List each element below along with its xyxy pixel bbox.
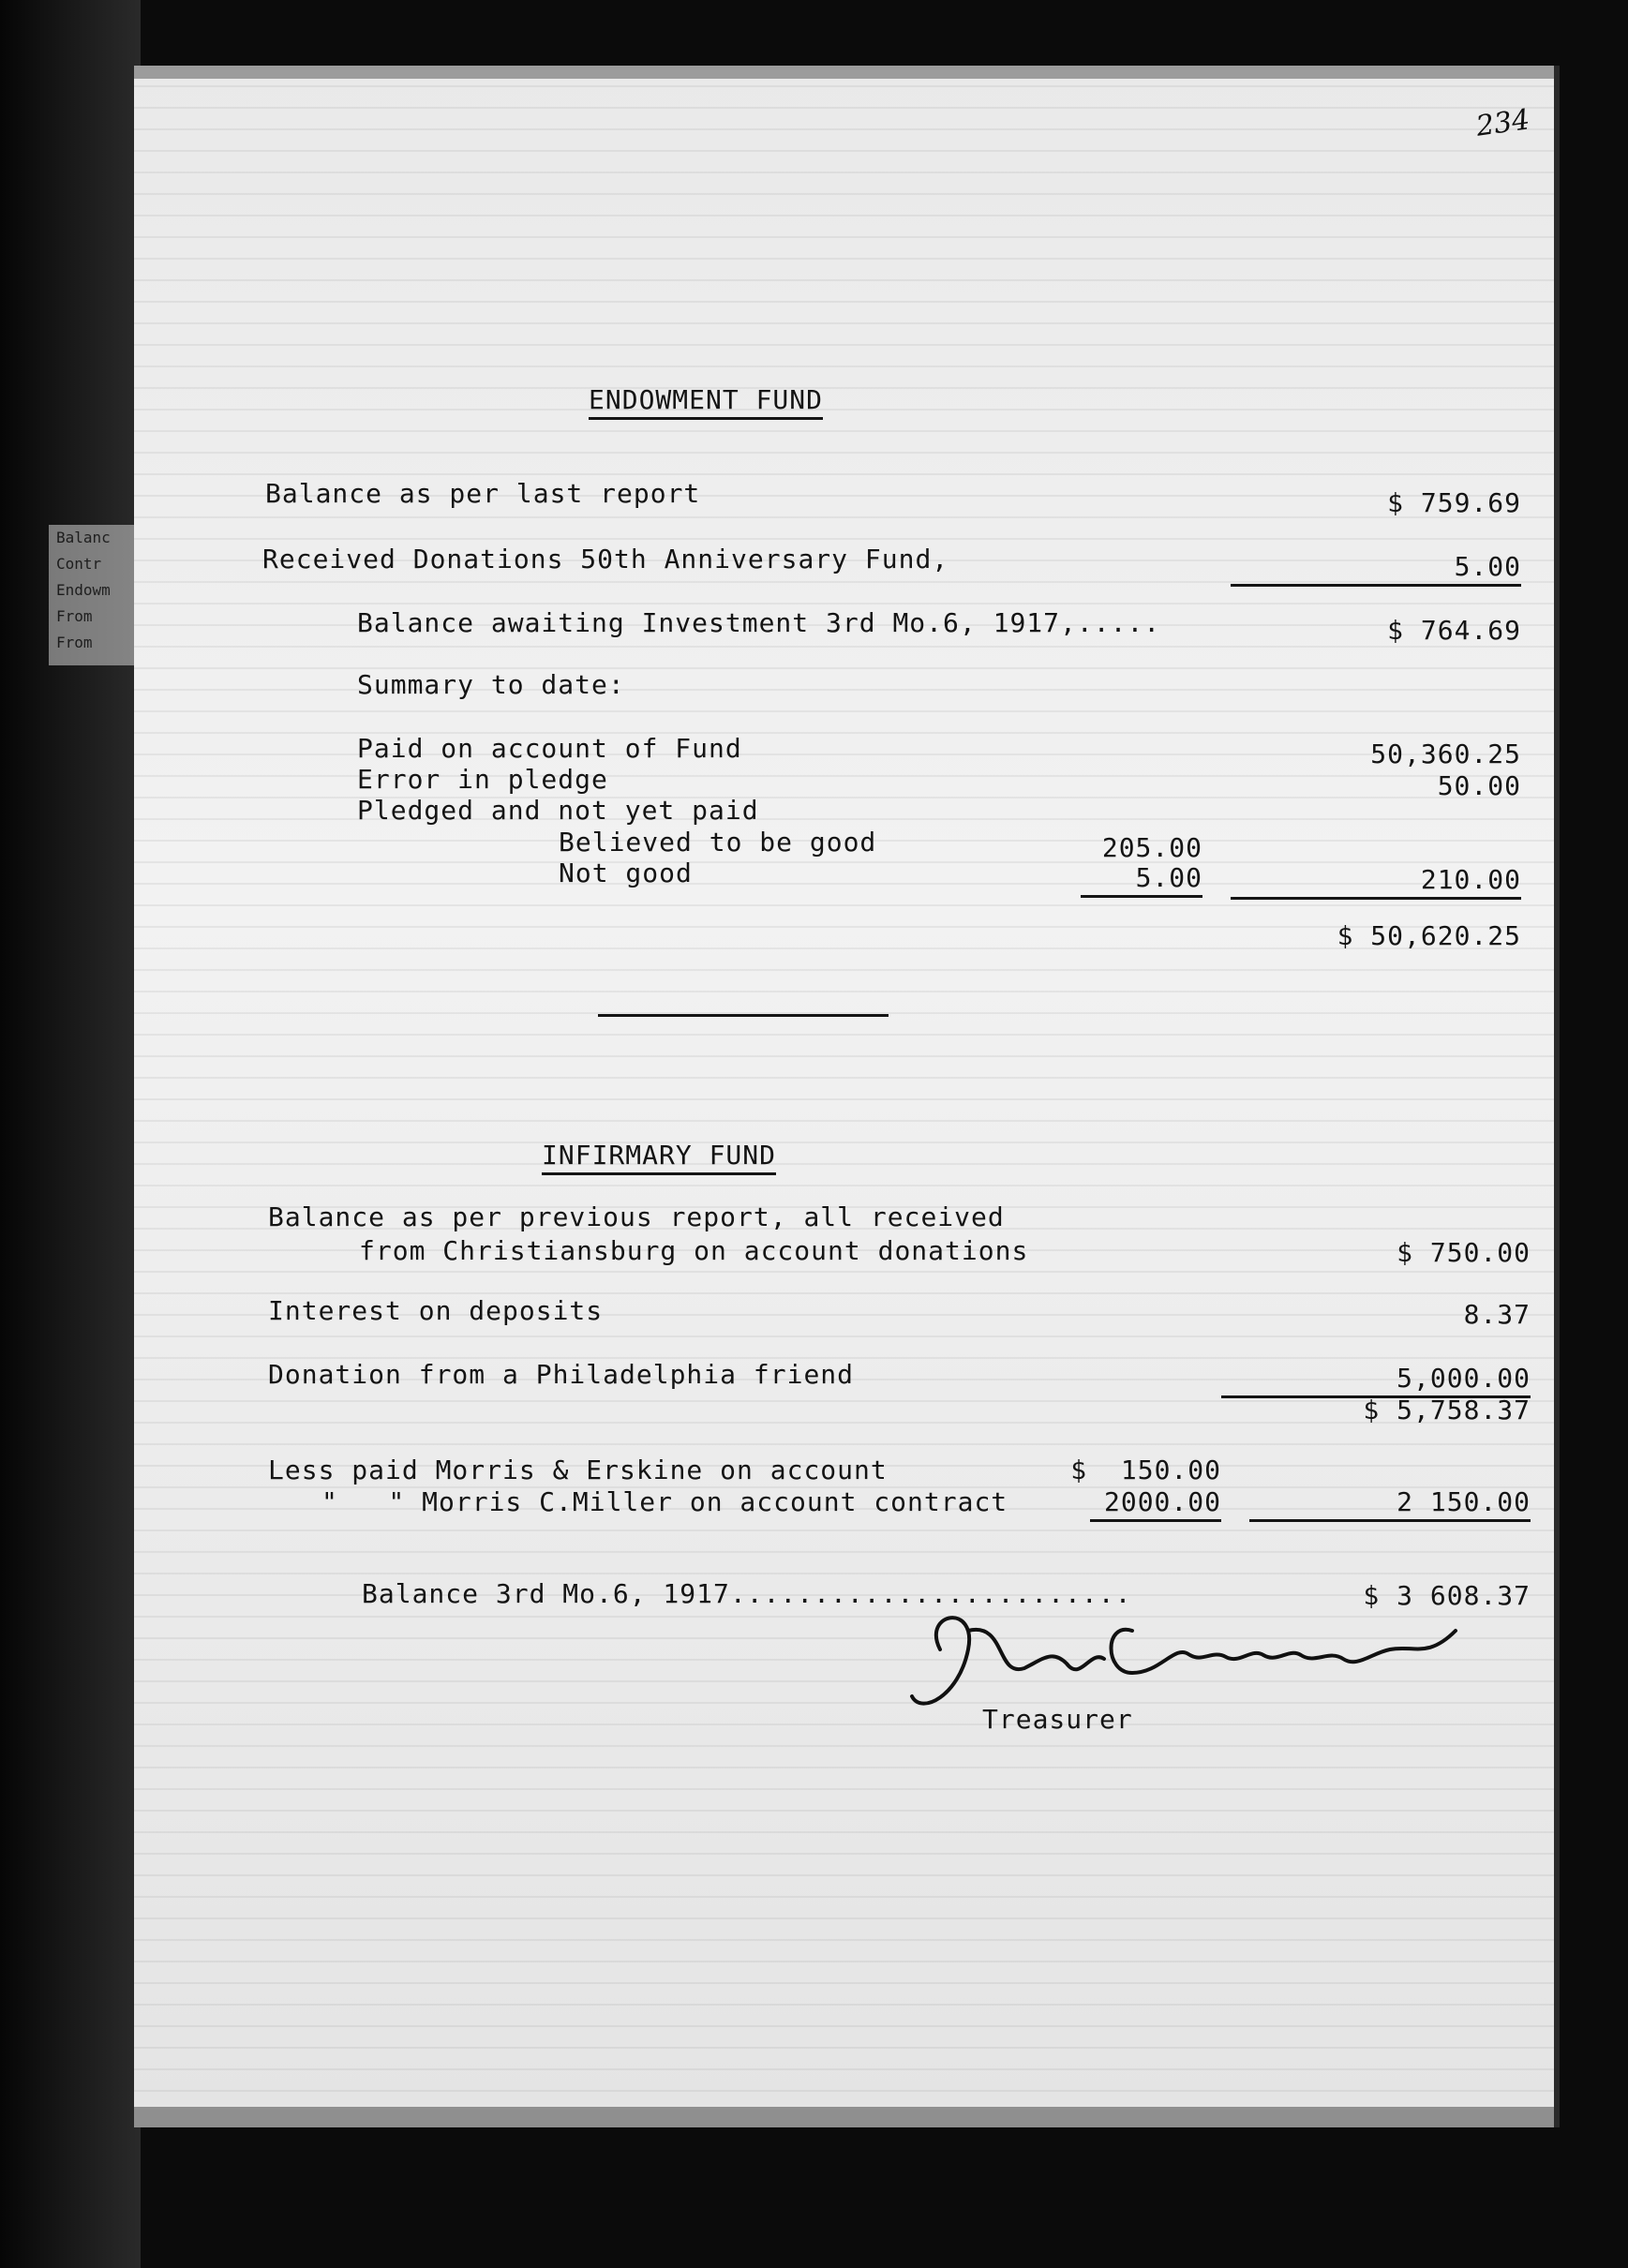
endowment-row-label: Balance awaiting Investment 3rd Mo.6, 1917,..... — [357, 607, 1161, 638]
fragment-line: From — [56, 634, 93, 651]
endowment-row-amount: $ 764.69 — [1387, 615, 1521, 646]
interest-label: Interest on deposits — [268, 1295, 604, 1326]
donation-label: Donation from a Philadelphia friend — [268, 1359, 855, 1390]
summary-row-label: Pledged and not yet paid — [357, 795, 759, 826]
treasurer-label: Treasurer — [982, 1704, 1133, 1735]
infirmary-balance-line: Balance as per previous report, all received — [268, 1201, 1005, 1232]
summary-row-label: Not good — [559, 858, 693, 888]
endowment-row-label: Balance as per last report — [265, 478, 701, 509]
summary-row-label: Error in pledge — [357, 764, 608, 795]
endowment-row-label: Received Donations 50th Anniversary Fund, — [262, 544, 949, 574]
summary-row-amount: 210.00 — [1231, 864, 1521, 900]
page-bottom-edge — [134, 2107, 1554, 2127]
endowment-total: $ 50,620.25 — [1337, 920, 1521, 951]
less-paid-label: " " Morris C.Miller on account contract — [321, 1486, 1008, 1517]
page-number: 234 — [1473, 103, 1532, 143]
fragment-line: From — [56, 607, 93, 625]
less-paid-total: 2 150.00 — [1249, 1486, 1531, 1522]
final-balance-amount: $ 3 608.37 — [1363, 1580, 1531, 1611]
summary-sub-amount: 5.00 — [1081, 862, 1202, 898]
final-balance-label: Balance 3rd Mo.6, 1917........................ — [362, 1578, 1132, 1609]
summary-row-amount: 50.00 — [1437, 770, 1521, 801]
donation-amount: 5,000.00 — [1221, 1363, 1531, 1398]
infirmary-balance-line: from Christiansburg on account donations — [359, 1235, 1029, 1266]
summary-sub-amount: 205.00 — [1101, 832, 1202, 863]
fragment-line: Endowm — [56, 581, 111, 599]
endowment-fund-title: ENDOWMENT FUND — [589, 384, 823, 420]
left-dark-margin — [0, 0, 141, 2268]
summary-row-label: Paid on account of Fund — [357, 733, 742, 764]
less-paid-amount: $ 150.00 — [1070, 1455, 1221, 1485]
interest-amount: 8.37 — [1463, 1299, 1531, 1330]
less-paid-amount: 2000.00 — [1090, 1486, 1221, 1522]
endowment-row-amount: 5.00 — [1231, 551, 1521, 587]
infirmary-fund-title: INFIRMARY FUND — [542, 1140, 776, 1175]
ledger-page — [134, 66, 1560, 2127]
infirmary-balance-amount: $ 750.00 — [1396, 1237, 1531, 1268]
infirmary-subtotal: $ 5,758.37 — [1363, 1395, 1531, 1425]
summary-row-label: Believed to be good — [559, 827, 877, 858]
fragment-line: Balanc — [56, 529, 111, 546]
page-top-edge — [134, 66, 1554, 79]
summary-heading: Summary to date: — [357, 669, 625, 700]
less-paid-label: Less paid Morris & Erskine on account — [268, 1455, 888, 1485]
section-divider — [598, 1014, 889, 1017]
fragment-line: Contr — [56, 555, 102, 573]
adjacent-page-fragment — [49, 525, 146, 665]
endowment-row-amount: $ 759.69 — [1387, 487, 1521, 518]
summary-row-amount: 50,360.25 — [1370, 739, 1521, 769]
